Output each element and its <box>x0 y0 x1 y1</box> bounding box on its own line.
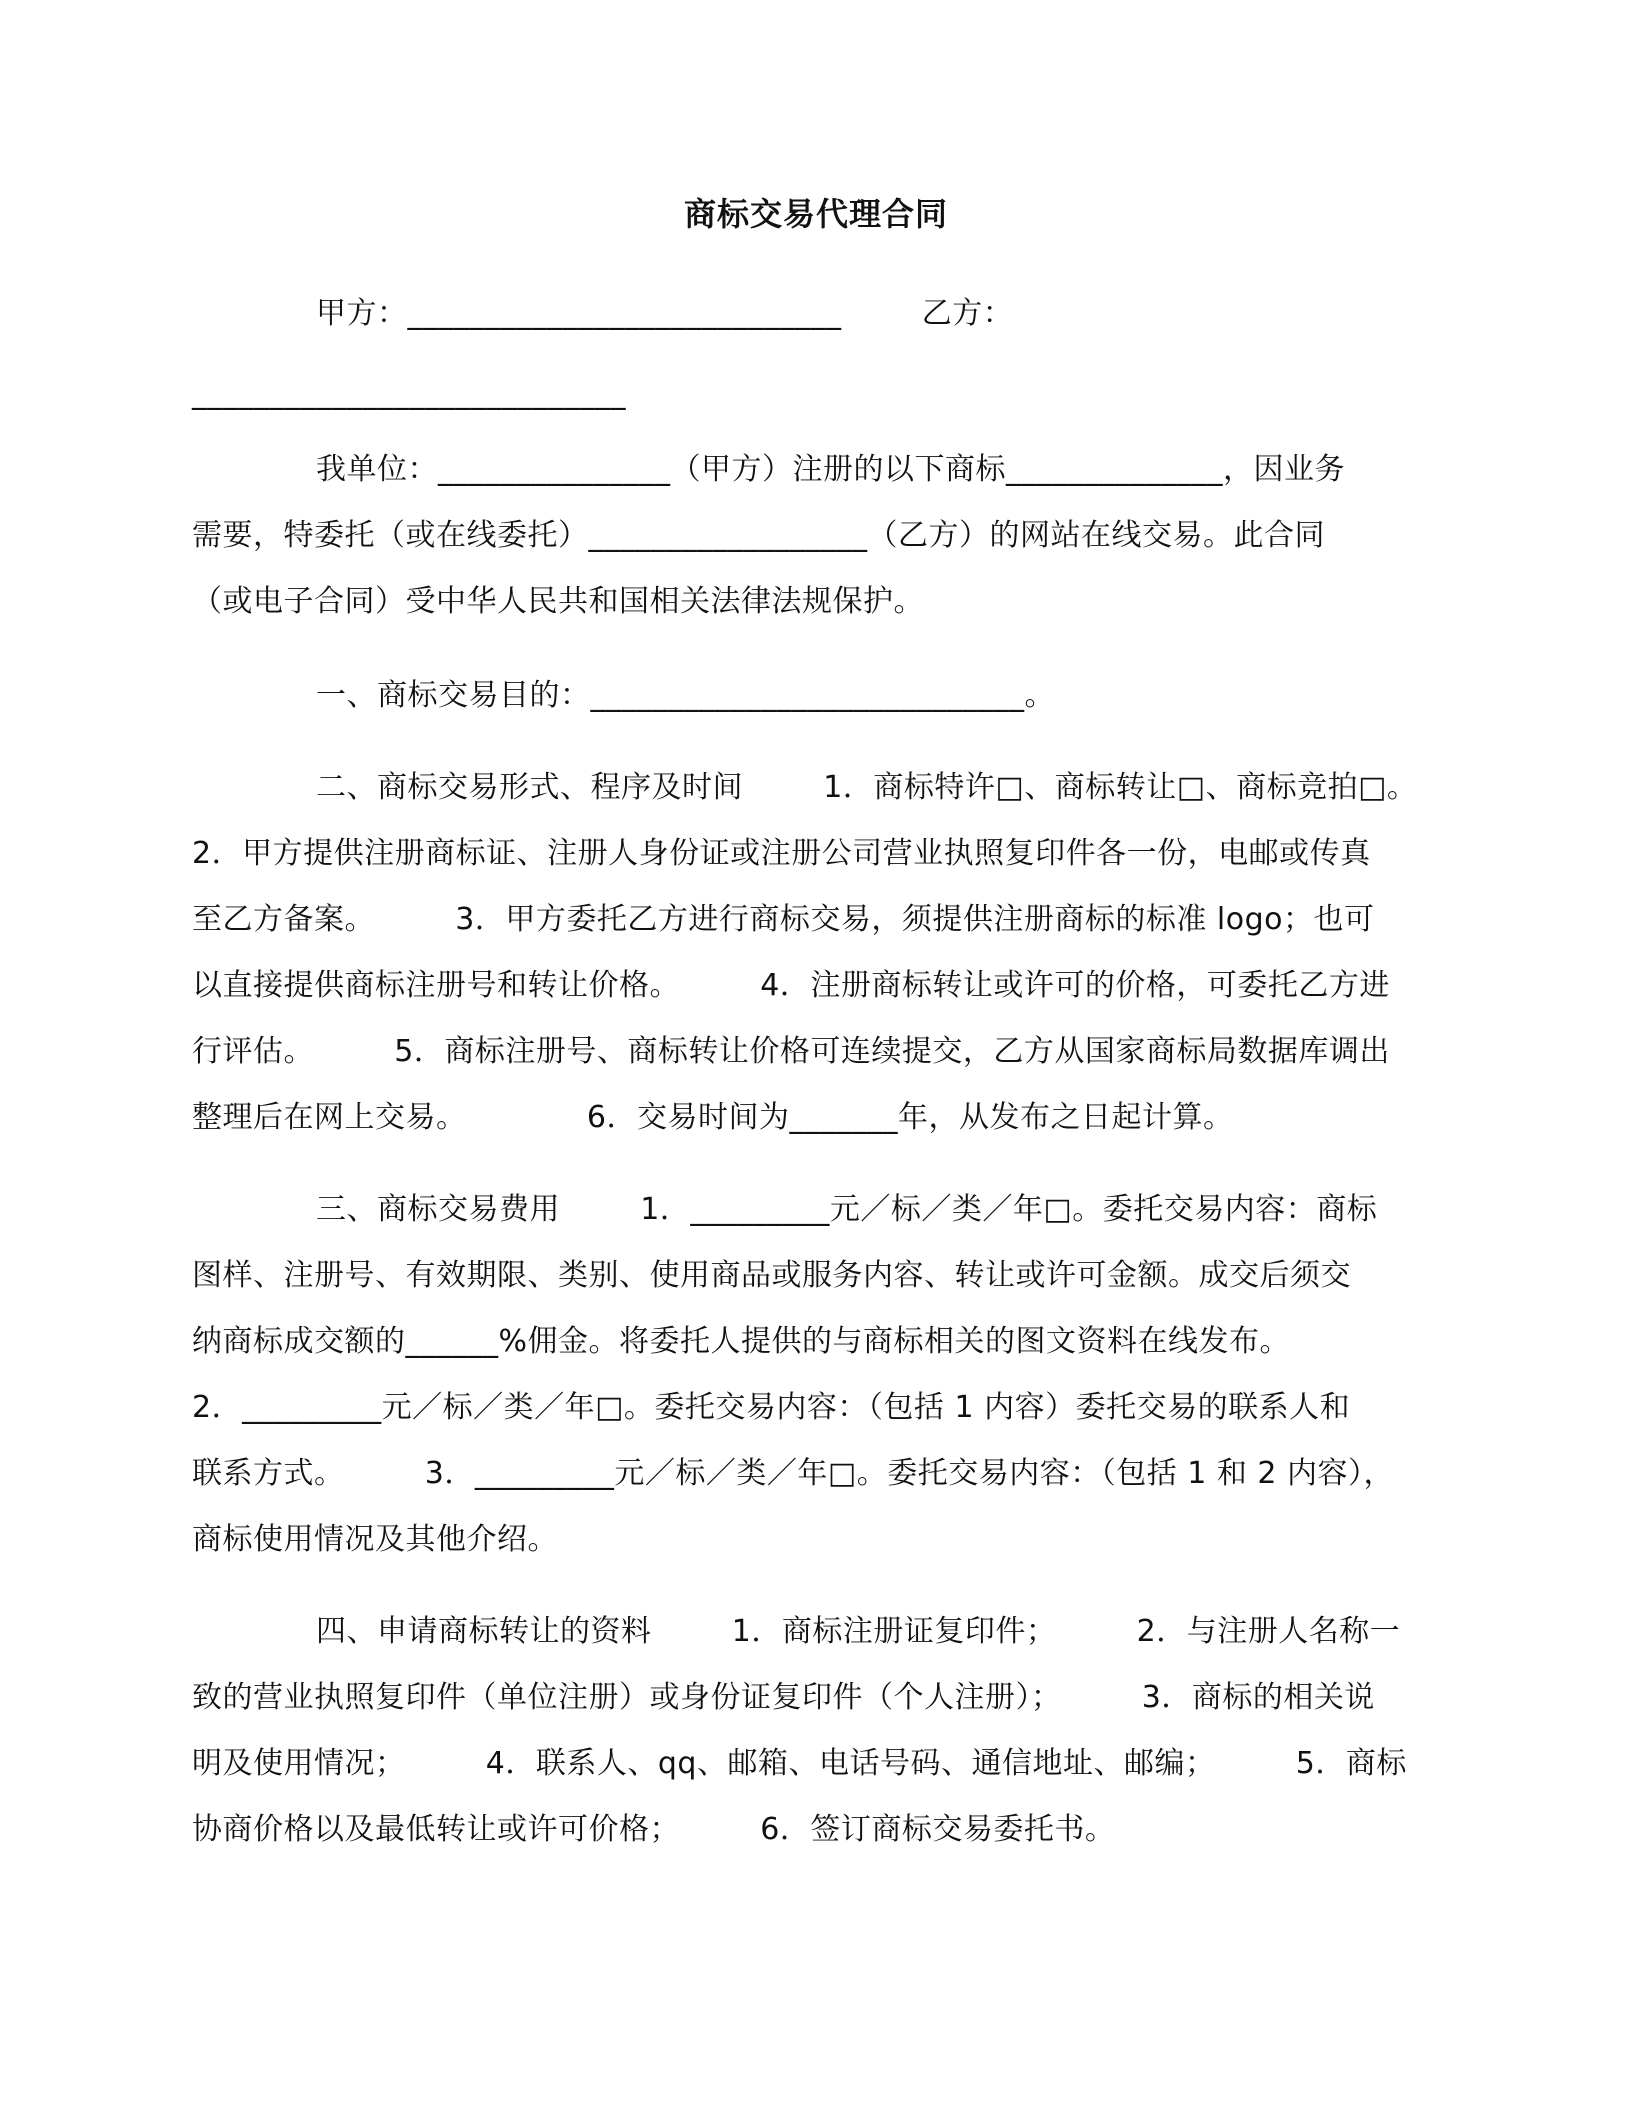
section-2-line-3: 至乙方备案。 3．甲方委托乙方进行商标交易，须提供注册商标的标准 logo；也可 <box>192 902 1375 937</box>
section-4-line-2: 致的营业执照复印件（单位注册）或身份证复印件（个人注册）； 3．商标的相关说 <box>192 1680 1375 1715</box>
section-4-line-3: 明及使用情况； 4．联系人、qq、邮箱、电话号码、通信地址、邮编； 5．商标 <box>192 1746 1407 1781</box>
section-2-line-2: 2．甲方提供注册商标证、注册人身份证或注册公司营业执照复印件各一份，电邮或传真 <box>192 836 1371 871</box>
section-2-line-1: 二、商标交易形式、程序及时间 1．商标特许□、商标转让□、商标竞拍□。 <box>316 770 1418 805</box>
intro-line-2: 需要，特委托（或在线委托）__________________（乙方）的网站在线交易。此合同 <box>192 518 1325 553</box>
intro-line-1: 我单位：_______________（甲方）注册的以下商标______________，因业务 <box>316 452 1345 487</box>
section-4-line-4: 协商价格以及最低转让或许可价格； 6．签订商标交易委托书。 <box>192 1812 1116 1847</box>
document-title: 商标交易代理合同 <box>683 195 948 233</box>
party-line: 甲方：____________________________ 乙方： <box>316 296 1014 331</box>
section-2-line-4: 以直接提供商标注册号和转让价格。 4．注册商标转让或许可的价格，可委托乙方进 <box>192 968 1390 1003</box>
section-2-line-6: 整理后在网上交易。 6．交易时间为_______年，从发布之日起计算。 <box>192 1100 1234 1135</box>
section-3-line-4: 2．_________元／标／类／年□。委托交易内容：（包括 1 内容）委托交易的联系人和 <box>192 1390 1351 1425</box>
section-3-line-3: 纳商标成交额的______%佣金。将委托人提供的与商标相关的图文资料在线发布。 <box>192 1324 1291 1359</box>
intro-line-3: （或电子合同）受中华人民共和国相关法律法规保护。 <box>192 584 924 619</box>
section-3-line-1: 三、商标交易费用 1．_________元／标／类／年□。委托交易内容：商标 <box>316 1192 1378 1227</box>
party-b-blank-line: ____________________________ <box>192 376 626 411</box>
section-3-line-5: 联系方式。 3．_________元／标／类／年□。委托交易内容：（包括 1 和 2 内容）， <box>192 1456 1395 1491</box>
section-1-line: 一、商标交易目的：____________________________。 <box>316 678 1055 713</box>
section-2-line-5: 行评估。 5．商标注册号、商标转让价格可连续提交，乙方从国家商标局数据库调出 <box>192 1034 1390 1069</box>
section-3-line-6: 商标使用情况及其他介绍。 <box>192 1522 558 1557</box>
section-4-line-1: 四、申请商标转让的资料 1．商标注册证复印件； 2．与注册人名称一 <box>316 1614 1401 1649</box>
section-3-line-2: 图样、注册号、有效期限、类别、使用商品或服务内容、转让或许可金额。成交后须交 <box>192 1258 1351 1293</box>
